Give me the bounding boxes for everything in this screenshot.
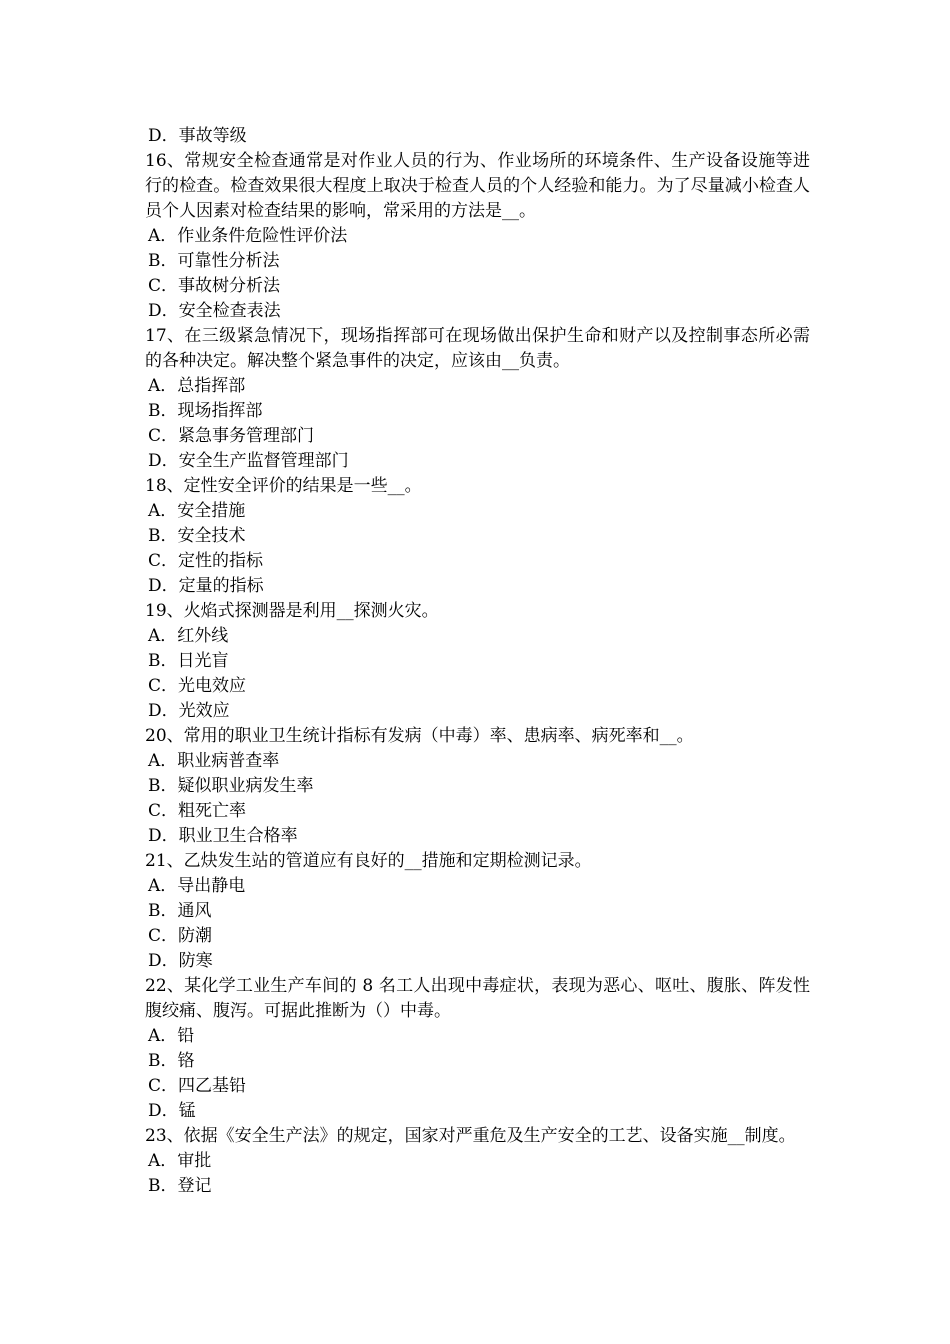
option-line: D．安全检查表法 — [148, 301, 281, 321]
option-line: C．防潮 — [148, 926, 213, 946]
option-line: C．光电效应 — [148, 676, 247, 696]
option-line: B．登记 — [148, 1176, 212, 1196]
option-line: C．定性的指标 — [148, 551, 264, 571]
question-19: 19、火焰式探测器是利用__探测火灾。 — [145, 601, 439, 621]
option-line: C．四乙基铅 — [148, 1076, 247, 1096]
option-line: A．导出静电 — [148, 876, 246, 896]
option-line: A．审批 — [148, 1151, 212, 1171]
option-line: B．疑似职业病发生率 — [148, 776, 314, 796]
option-line: D．安全生产监督管理部门 — [148, 451, 349, 471]
question-21: 21、乙炔发生站的管道应有良好的__措施和定期检测记录。 — [145, 851, 592, 871]
option-line: D．事故等级 — [148, 126, 247, 146]
option-line: B．铬 — [148, 1051, 195, 1071]
option-line: C．紧急事务管理部门 — [148, 426, 315, 446]
question-23: 23、依据《安全生产法》的规定，国家对严重危及生产安全的工艺、设备实施__制度。 — [145, 1126, 796, 1146]
question-22: 22、某化学工业生产车间的 8 名工人出现中毒症状，表现为恶心、呕吐、腹胀、阵发性腹绞痛、腹泻。可据此推断为（）中毒。 — [145, 976, 810, 1021]
question-20: 20、常用的职业卫生统计指标有发病（中毒）率、患病率、病死率和__。 — [145, 726, 694, 746]
option-line: D．定量的指标 — [148, 576, 264, 596]
option-line: C．事故树分析法 — [148, 276, 281, 296]
document-page — [145, 124, 810, 1199]
option-line: D．职业卫生合格率 — [148, 826, 298, 846]
option-line: A．职业病普查率 — [148, 751, 280, 771]
option-line: A．安全措施 — [148, 501, 246, 521]
option-line: B．通风 — [148, 901, 212, 921]
option-line: D．锰 — [148, 1101, 196, 1121]
question-18: 18、定性安全评价的结果是一些__。 — [145, 476, 422, 496]
option-line: C．粗死亡率 — [148, 801, 247, 821]
option-line: D．光效应 — [148, 701, 230, 721]
option-line: A．铅 — [148, 1026, 195, 1046]
option-line: B．可靠性分析法 — [148, 251, 280, 271]
question-16: 16、常规安全检查通常是对作业人员的行为、作业场所的环境条件、生产设备设施等进行的检查。检查效果很大程度上取决于检查人员的个人经验和能力。为了尽量减小检查人员个人因素对检查结果的影响，常采用的方法是__。 — [145, 151, 810, 221]
option-line: A．作业条件危险性评价法 — [148, 226, 348, 246]
option-line: B．现场指挥部 — [148, 401, 263, 421]
option-line: D．防寒 — [148, 951, 213, 971]
option-line: A．红外线 — [148, 626, 229, 646]
option-line: A．总指挥部 — [148, 376, 246, 396]
option-line: B．日光盲 — [148, 651, 229, 671]
question-17: 17、在三级紧急情况下，现场指挥部可在现场做出保护生命和财产以及控制事态所必需的各种决定。解决整个紧急事件的决定，应该由__负责。 — [145, 326, 810, 371]
option-line: B．安全技术 — [148, 526, 246, 546]
